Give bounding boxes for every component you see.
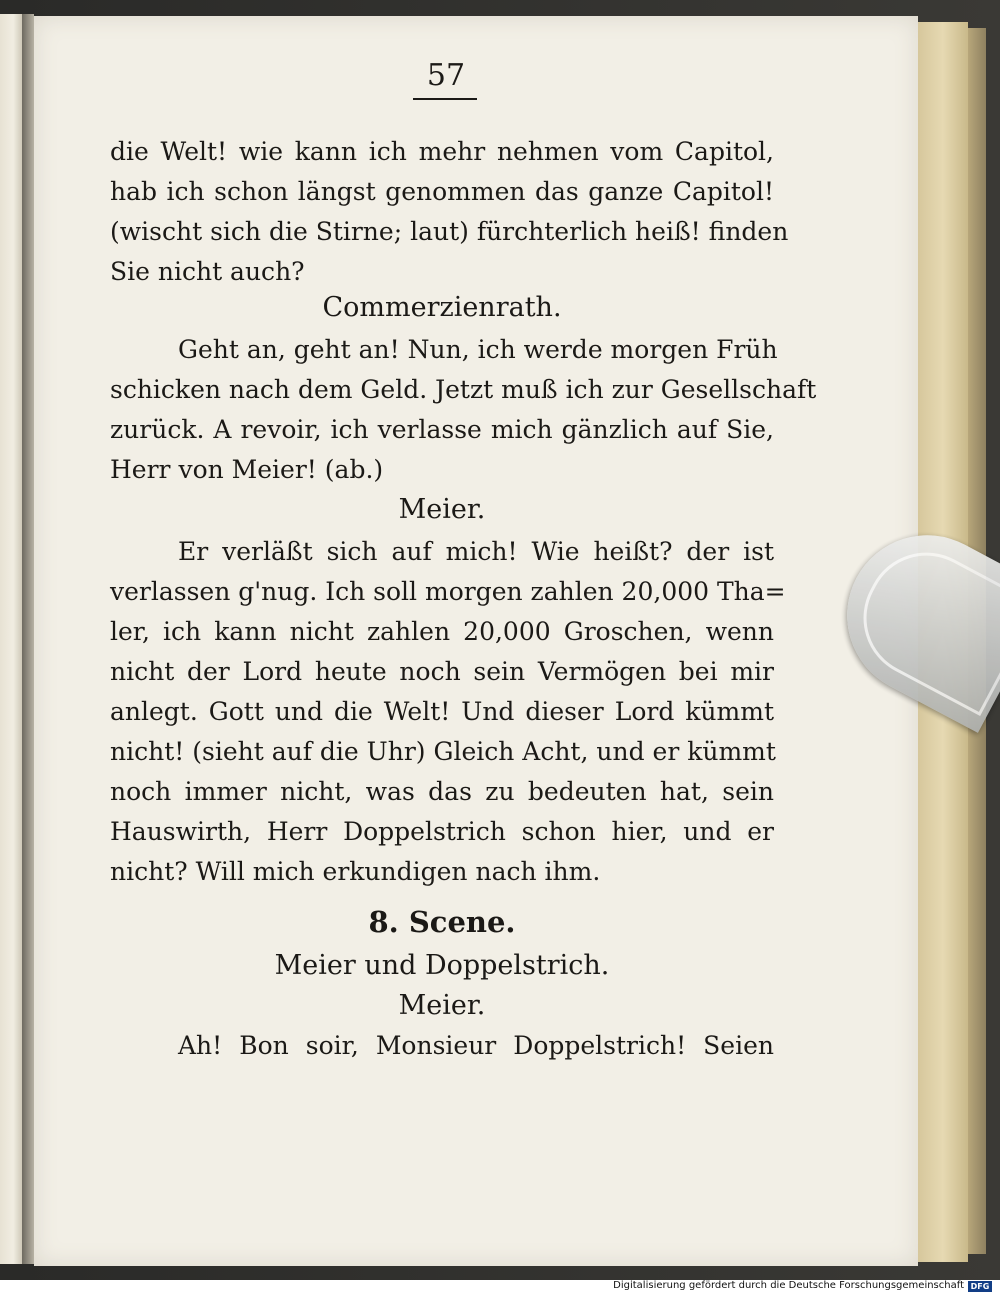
footer-credit: Digitalisierung gefördert durch die Deutsche Forschungsgemeinschaft bbox=[613, 1280, 964, 1291]
text-line: Herr von Meier! (ab.) bbox=[110, 455, 384, 484]
page-number-rule bbox=[413, 98, 477, 100]
book-gutter bbox=[22, 14, 34, 1264]
dfg-logo: DFG bbox=[968, 1281, 992, 1292]
text-line: Sie nicht auch? bbox=[110, 257, 305, 286]
page-number: 57 bbox=[426, 58, 466, 93]
facing-page-edge bbox=[0, 14, 23, 1264]
text-line: schicken nach dem Geld. Jetzt muß ich zur Gesellschaft bbox=[110, 375, 817, 404]
text-line: nicht? Will mich erkundigen nach ihm. bbox=[110, 857, 601, 886]
text-line: Ah! Bon soir, Monsieur Doppelstrich! Seien bbox=[178, 1031, 774, 1060]
text-line: Geht an, geht an! Nun, ich werde morgen Früh bbox=[178, 335, 778, 364]
text-line: die Welt! wie kann ich mehr nehmen vom Capitol, bbox=[110, 137, 774, 166]
text-line: nicht der Lord heute noch sein Vermögen bei mir bbox=[110, 657, 774, 686]
text-line: nicht! (sieht auf die Uhr) Gleich Acht, und er kümmt bbox=[110, 737, 776, 766]
speaker-heading: Commerzienrath. bbox=[322, 292, 562, 323]
speaker-heading: Meier. bbox=[398, 494, 486, 525]
text-line: noch immer nicht, was das zu bedeuten hat, sein bbox=[110, 777, 774, 806]
text-line: ler, ich kann nicht zahlen 20,000 Groschen, wenn bbox=[110, 617, 774, 646]
text-line: verlassen g'nug. Ich soll morgen zahlen 20,000 Tha= bbox=[110, 577, 786, 606]
scene-heading: 8. Scene. bbox=[368, 905, 516, 939]
text-line: (wischt sich die Stirne; laut) fürchterlich heiß! finden bbox=[110, 217, 789, 246]
text-line: hab ich schon längst genommen das ganze Capitol! bbox=[110, 177, 774, 206]
text-line: Hauswirth, Herr Doppelstrich schon hier, und er bbox=[110, 817, 774, 846]
scene-characters: Meier und Doppelstrich. bbox=[274, 950, 610, 981]
speaker-heading: Meier. bbox=[398, 990, 486, 1021]
text-line: Er verläßt sich auf mich! Wie heißt? der ist bbox=[178, 537, 774, 566]
text-line: anlegt. Gott und die Welt! Und dieser Lord kümmt bbox=[110, 697, 774, 726]
text-line: zurück. A revoir, ich verlasse mich gänzlich auf Sie, bbox=[110, 415, 774, 444]
